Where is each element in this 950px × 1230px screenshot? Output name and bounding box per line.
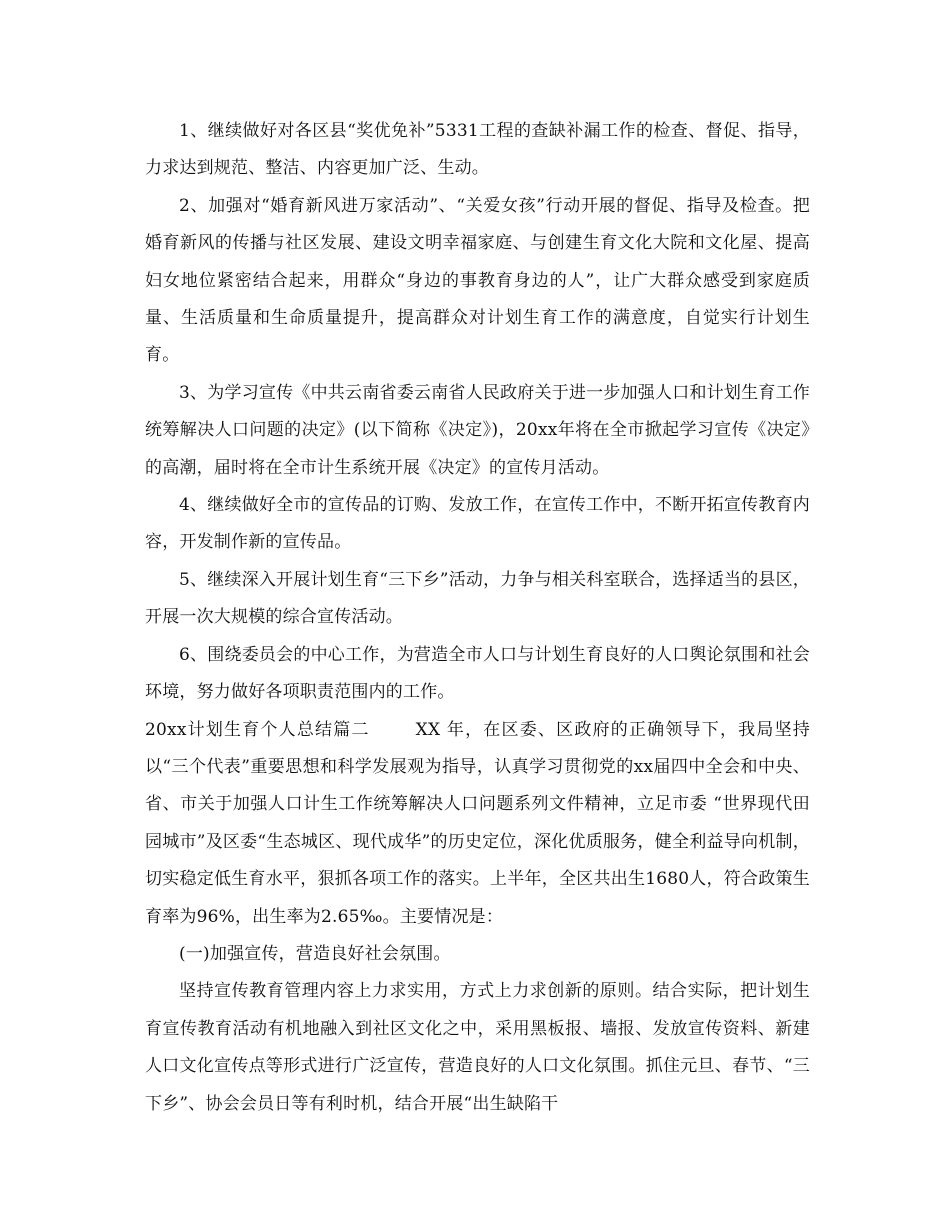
paragraph-item-6: 6、围绕委员会的中心工作，为营造全市人口与计划生育良好的人口舆论氛围和社会环境，努力做好各项职责范围内的工作。 <box>145 644 810 703</box>
document-body <box>145 113 810 1123</box>
paragraph-item-5: 5、继续深入开展计划生育“三下乡”活动，力争与相关科室联合，选择适当的县区，开展一次大规模的综合宣传活动。 <box>145 569 810 628</box>
paragraph-item-1: 1、继续做好对各区县“奖优免补”5331工程的查缺补漏工作的检查、督促、指导，力求达到规范、整洁、内容更加广泛、生动。 <box>145 121 810 179</box>
subheading: (一)加强宣传，营造良好社会氛围。 <box>179 943 451 964</box>
paragraph-item-2: 2、加强对“婚育新风进万家活动”、“关爱女孩”行动开展的督促、指导及检查。把婚育新风的传播与社区发展、建设文明幸福家庭、与创建生育文化大院和文化屋、提高妇女地位紧密结合起来，用群众“身边的事教育身边的人”，让广大群众感受到家庭质量、生活质量和生命质量提升，提高群众对计划生育工作的满意度，自觉实行计划生育。 <box>145 195 810 366</box>
section-heading: 20xx计划生育个人总结篇二 <box>145 719 370 740</box>
section-paragraph <box>145 712 810 936</box>
paragraph-item-3: 3、为学习宣传《中共云南省委云南省人民政府关于进一步加强人口和计划生育工作统筹解决人口问题的决定》(以下简称《决定》)，20xx年将在全市掀起学习宣传《决定》的高潮，届时将在全市计生系统开展《决定》的宣传月活动。 <box>145 382 810 478</box>
closing-paragraph: 坚持宣传教育管理内容上力求实用，方式上力求创新的原则。结合实际，把计划生育宣传教育活动有机地融入到社区文化之中，采用黑板报、墙报、发放宣传资料、新建人口文化宣传点等形式进行广泛宣传，营造良好的人口文化氛围。抓住元旦、春节、“三下乡”、协会会员日等有利时机，结合开展“出生缺陷干 <box>145 981 810 1114</box>
paragraph-item-4: 4、继续做好全市的宣传品的订购、发放工作，在宣传工作中，不断开拓宣传教育内容，开发制作新的宣传品。 <box>145 495 810 553</box>
section-body: XX 年，在区委、区政府的正确领导下，我局坚持以“三个代表”重要思想和科学发展观为指导，认真学习贯彻党的xx届四中全会和中央、省、市关于加强人口计生工作统筹解决人口问题系列文件精神，立足市委 “世界现代田园城市”及区委“生态城区、现代成华”的历史定位，深化优质服务，健全利益导向机制，切实稳定低生育水平，狠抓各项工作的落实。上半年，全区共出生1680人，符合政策生育率为96%，出生率为2.65‰。主要情况是： <box>145 719 810 927</box>
